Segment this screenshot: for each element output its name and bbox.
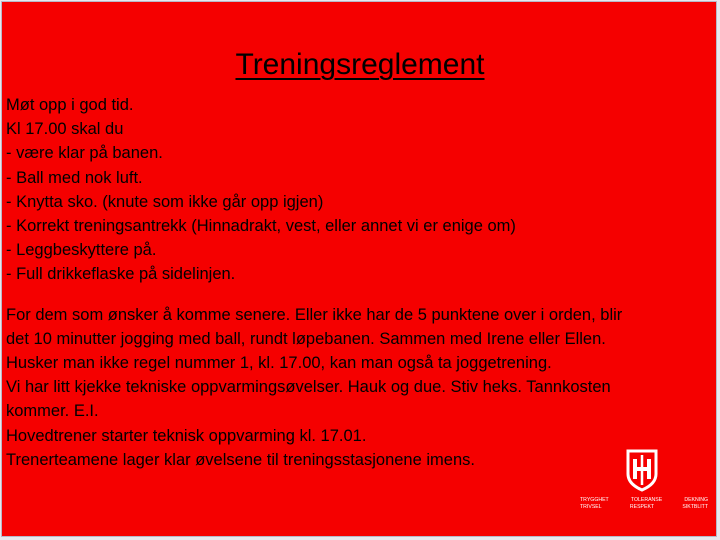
motto-word: TRYGGHET (580, 497, 609, 503)
notes-line: Husker man ikke regel nummer 1, kl. 17.00, kan man også ta joggetrening. (6, 354, 552, 373)
motto-word: SIKTBLITT (682, 504, 708, 510)
checklist-line: - være klar på banen. (6, 144, 163, 163)
checklist-line: Kl 17.00 skal du (6, 120, 124, 139)
notes-line: Vi har litt kjekke tekniske oppvarmingsøvelser. Hauk og due. Stiv heks. Tannkosten (6, 378, 611, 397)
checklist-line: - Korrekt treningsantrekk (Hinnadrakt, vest, eller annet vi er enige om) (6, 217, 516, 236)
checklist-line: - Full drikkeflaske på sidelinjen. (6, 265, 236, 284)
notes-line: det 10 minutter jogging med ball, rundt løpebanen. Sammen med Irene eller Ellen. (6, 329, 606, 348)
notes-paragraph (6, 303, 714, 472)
checklist (6, 93, 714, 287)
checklist-line: Møt opp i god tid. (6, 96, 134, 114)
club-motto (574, 497, 714, 511)
motto-word: RESPEKT (629, 504, 655, 510)
notes-line: For dem som ønsker å komme senere. Eller ikke har de 5 punktene over i orden, blir (6, 305, 623, 324)
slide-title: Treningsreglement (235, 48, 485, 81)
notes-line: kommer. E.I. (6, 402, 99, 421)
slide-body (6, 93, 714, 472)
club-logo (574, 448, 714, 518)
motto-word: TRIVSEL (580, 504, 602, 510)
checklist-line: - Knytta sko. (knute som ikke går opp igjen) (6, 192, 324, 211)
slide (1, 1, 717, 537)
notes-line: Trenerteamene lager klar øvelsene til treningsstasjonene imens. (6, 450, 475, 469)
motto-word: DEKNING (684, 497, 708, 503)
notes-line: Hovedtrener starter teknisk oppvarming kl. 17.01. (6, 426, 367, 445)
checklist-line: - Ball med nok luft. (6, 168, 143, 187)
club-crest-icon (624, 448, 660, 492)
motto-word: TOLERANSE (630, 497, 663, 503)
checklist-line: - Leggbeskyttere på. (6, 241, 157, 260)
